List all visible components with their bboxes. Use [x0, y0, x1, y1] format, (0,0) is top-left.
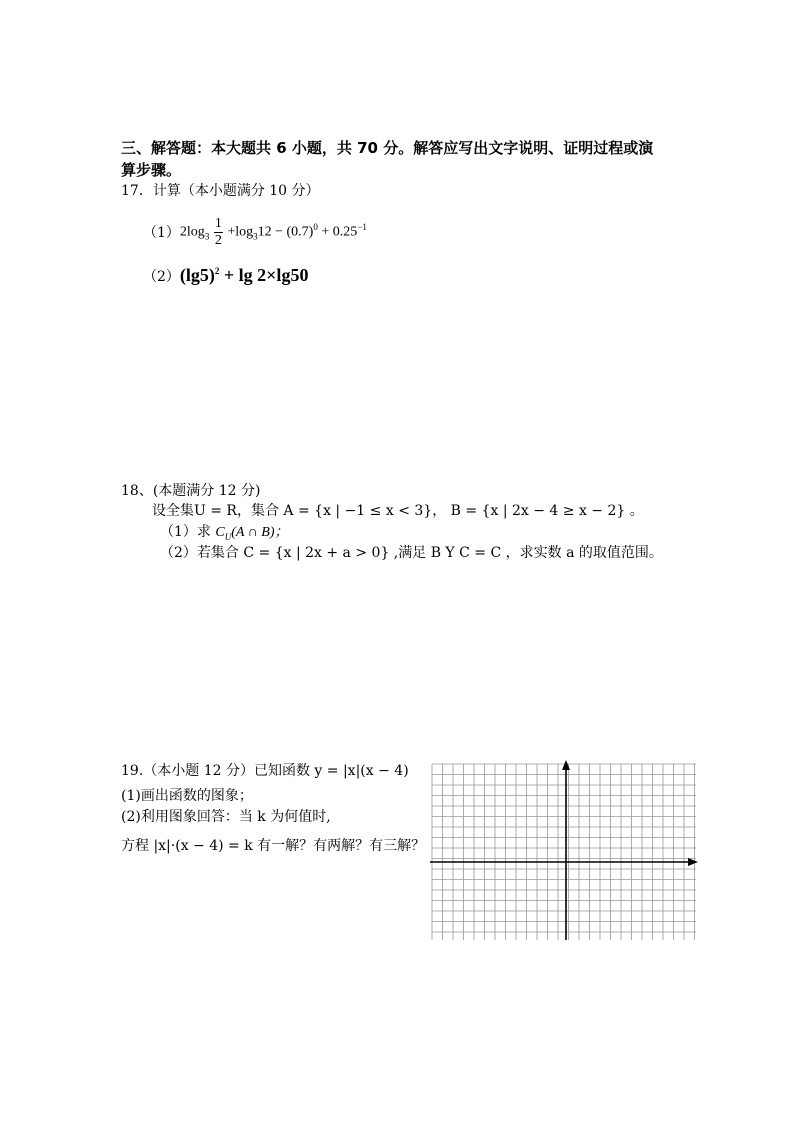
x-axis-arrow: [688, 858, 698, 866]
q17-part1-text-c: 12 − (0.7): [257, 224, 314, 240]
q17-part1-label: （1）: [143, 225, 180, 241]
section-heading-line1: 三、解答题：本大题共 6 小题，共 70 分。解答应写出文字说明、证明过程或演: [121, 139, 654, 157]
q19-part2: (2)利用图象回答：当 k 为何值时,: [121, 809, 331, 825]
coordinate-grid: [430, 760, 700, 942]
q17-part1-text-a: 2log: [179, 224, 205, 240]
q17-part2-exp: 2: [214, 266, 220, 276]
q17-part2-text-b: + lg 2×lg50: [219, 265, 309, 285]
q17-part2: [143, 265, 308, 286]
q18-line2-sub: U: [224, 531, 232, 542]
q17-part2-label: （2）: [143, 268, 180, 285]
q17-part1-base2: 3: [253, 231, 258, 242]
q17-part1-frac-den: 2: [214, 232, 222, 248]
q18-title: 18、(本题满分 12 分): [121, 483, 261, 499]
q17-title: 17．计算（本小题满分 10 分）: [121, 183, 320, 199]
q18-line1: 设全集U = R，集合 A = {x | −1 ≤ x < 3}， B = {x | 2x − 4 ≥ x − 2} 。: [152, 503, 644, 519]
q17-part1-base1: 3: [204, 231, 210, 242]
section-heading-line2: 算步骤。: [121, 161, 182, 179]
q17-part1-exp1: 0: [313, 221, 318, 232]
q17-part1: [143, 212, 367, 252]
q18-line3: （2）若集合 C = {x | 2x + a > 0} ,满足 B Y C = C ，求实数 a 的取值范围。: [160, 545, 663, 561]
q17-part1-text-d: + 0.25: [317, 224, 358, 240]
q18-line2-label: （1）求: [160, 524, 216, 540]
q19-part3: 方程 |x|·(x − 4) = k 有一解？有两解？有三解？: [121, 838, 426, 854]
q17-part1-exp2: −1: [357, 221, 367, 232]
q17-part1-fraction: [214, 216, 223, 249]
q18-line2: [160, 521, 289, 542]
q18-line2-math: C: [215, 525, 225, 540]
q17-part2-text-a: (lg5): [179, 265, 215, 285]
q17-part1-text-b: +log: [227, 224, 254, 240]
q19-title: 19.（本小题 12 分）已知函数 y = |x|(x − 4): [121, 763, 409, 779]
q19-part1: (1)画出函数的图象；: [121, 788, 253, 804]
q18-line2-rest: (A ∩ B)；: [231, 525, 289, 540]
grid-lines: [432, 764, 696, 942]
q17-part1-frac-num: 1: [214, 215, 222, 231]
